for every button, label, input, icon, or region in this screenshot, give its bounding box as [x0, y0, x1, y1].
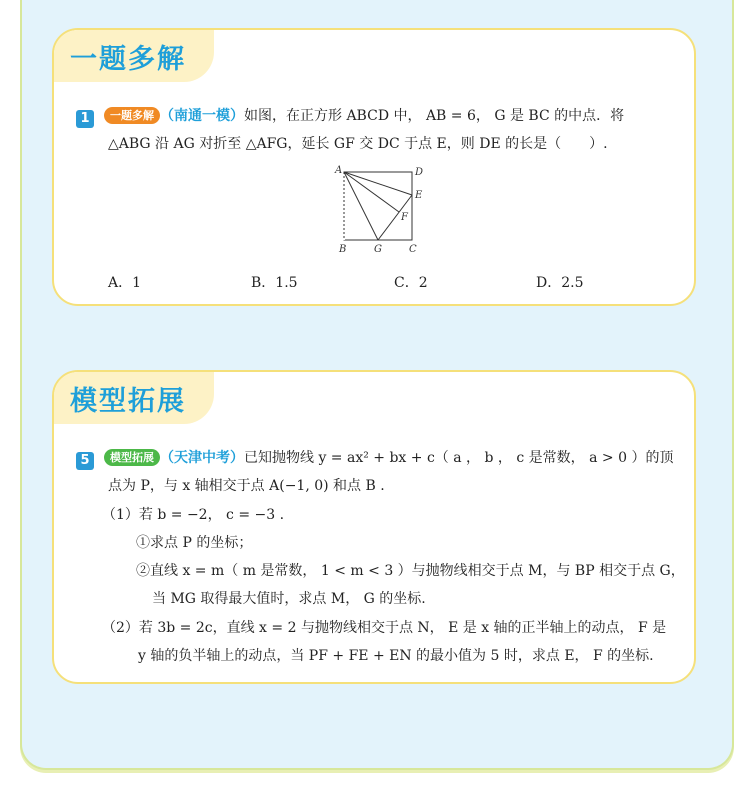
label-c: C [409, 244, 417, 255]
section-banner [54, 372, 214, 424]
question-number: 5 [76, 452, 94, 470]
question-line-1 [76, 106, 624, 128]
question-line-2 [108, 134, 608, 154]
part-2-continued: y 轴的负半轴上的动点，当 PF + FE + EN 的最小值为 5 时，求点 E， F 的坐标. [138, 648, 654, 664]
label-g: G [374, 244, 382, 255]
option-a: A．1 [108, 275, 142, 291]
option-c: C．2 [394, 275, 428, 291]
section-title: 一题多解 [70, 43, 186, 75]
part-1-b-continued: 当 MG 取得最大值时，求点 M， G 的坐标. [152, 591, 426, 607]
section-card-model-extension [52, 370, 696, 684]
question-source: （南通一模） [160, 108, 244, 124]
label-d: D [415, 167, 424, 178]
option-b: B．1.5 [251, 275, 298, 291]
segment-af [344, 172, 399, 212]
question-number: 1 [76, 110, 94, 128]
question-text-continued: △ABG 沿 AG 对折至 △AFG，延长 GF 交 DC 于点 E，则 DE 的长是（ ）. [108, 136, 608, 152]
label-e: E [415, 190, 423, 201]
section-title: 模型拓展 [70, 385, 186, 417]
question-tag: 模型拓展 [104, 449, 160, 466]
section-banner [54, 30, 214, 82]
option-d: D．2.5 [536, 275, 584, 291]
label-b: B [339, 244, 347, 255]
part-1: （1）若 b = −2， c = −3 . [102, 507, 285, 523]
question-line-2: 点为 P，与 x 轴相交于点 A(−1, 0) 和点 B . [108, 478, 385, 494]
square-abcd [344, 172, 412, 240]
part-2: （2）若 3b = 2c，直线 x = 2 与抛物线相交于点 N， E 是 x 轴的正半轴上的动点， F 是 [102, 620, 667, 636]
question-text: 已知抛物线 y = ax² + bx + c（ a ， b ， c 是常数， a > 0 ）的顶 [244, 450, 674, 466]
question-line-1 [76, 448, 673, 470]
question-tag: 一题多解 [104, 107, 160, 124]
label-a: A [335, 165, 343, 176]
label-f: F [401, 212, 408, 223]
section-card-multiple-solutions [52, 28, 696, 306]
question-source: （天津中考） [160, 450, 244, 466]
geometry-figure [332, 164, 432, 256]
question-text: 如图，在正方形 ABCD 中， AB = 6， G 是 BC 的中点．将 [244, 108, 625, 124]
part-1-a: ①求点 P 的坐标； [136, 535, 253, 551]
part-1-b: ②直线 x = m（ m 是常数， 1 < m < 3 ）与抛物线相交于点 M，与 BP 相交于点 G， [136, 563, 685, 579]
